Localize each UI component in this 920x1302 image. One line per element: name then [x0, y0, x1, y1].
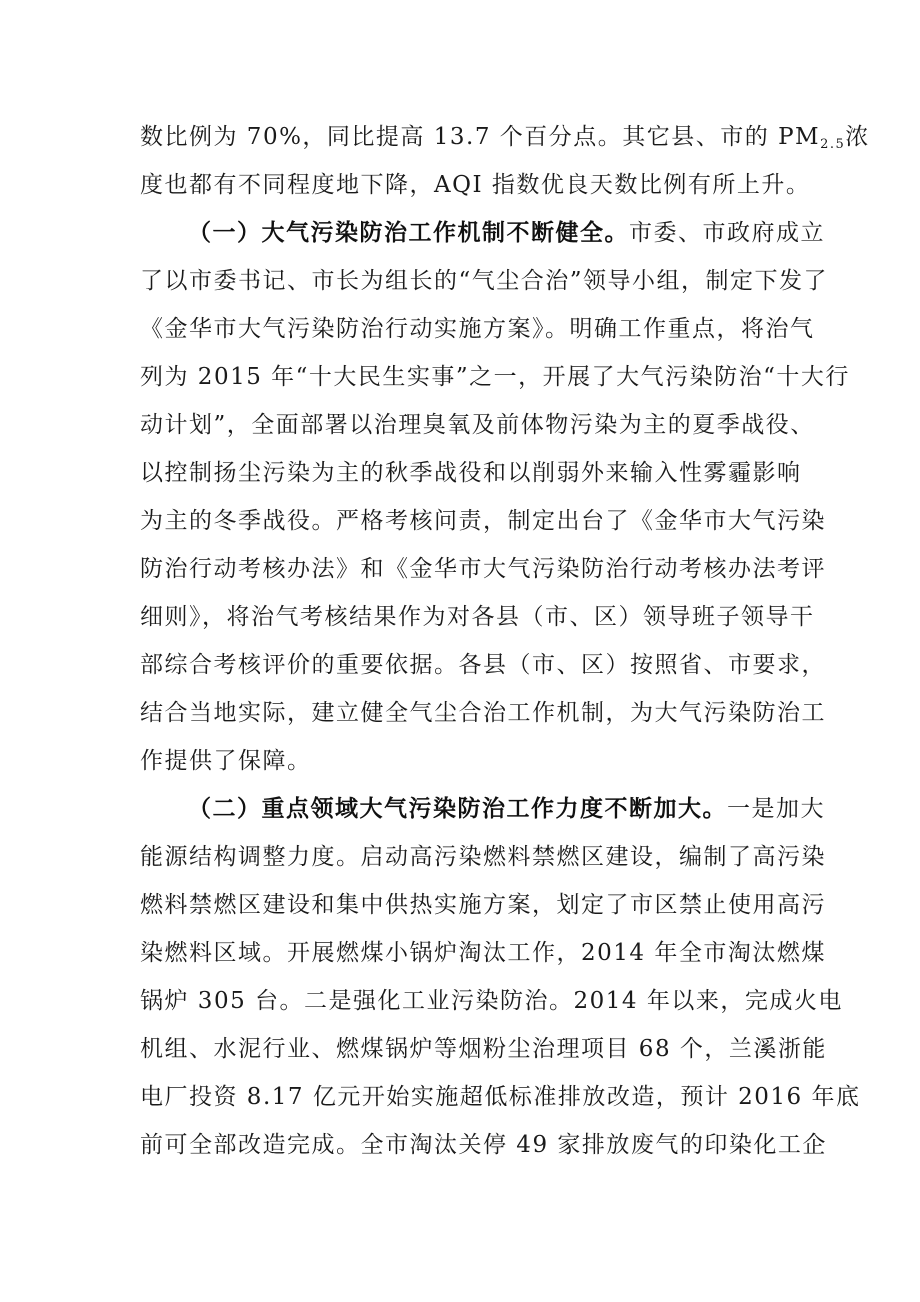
section-heading: （一）大气污染防治工作机制不断健全。	[188, 219, 629, 246]
text-line: 机组、水泥行业、燃煤锅炉等烟粉尘治理项目 68 个，兰溪浙能	[140, 1036, 827, 1062]
section-heading-line	[188, 789, 848, 829]
text-line: 为主的冬季战役。严格考核问责，制定出台了《金华市大气污染	[140, 508, 826, 534]
text-line: 部综合考核评价的重要依据。各县（市、区）按照省、市要求，	[140, 652, 826, 678]
text-segment: 浓	[845, 124, 870, 150]
text-line: 动计划”，全面部署以治理臭氧及前体物污染为主的夏季战役、	[140, 412, 815, 438]
text-line: 细则》，将治气考核结果作为对各县（市、区）领导班子领导干	[140, 604, 815, 630]
text-segment: 一是加大	[727, 796, 825, 822]
text-line	[140, 117, 870, 157]
text-line: 能源结构调整力度。启动高污染燃料禁燃区建设，编制了高污染	[140, 844, 826, 870]
text-line: 作提供了保障。	[140, 748, 312, 774]
text-line: 结合当地实际，建立健全气尘合治工作机制，为大气污染防治工	[140, 700, 826, 726]
text-segment: 数比例为 70%，同比提高 13.7 个百分点。其它县、市的 PM	[140, 124, 821, 150]
text-segment: 市委、市政府成立	[629, 220, 825, 246]
text-line: 电厂投资 8.17 亿元开始实施超低标准排放改造，预计 2016 年底	[140, 1084, 861, 1110]
text-line: 列为 2015 年“十大民生实事”之一，开展了大气污染防治“十大行	[140, 364, 850, 390]
text-line: 度也都有不同程度地下降，AQI 指数优良天数比例有所上升。	[140, 172, 811, 198]
text-line: 以控制扬尘污染为主的秋季战役和以削弱外来输入性雾霾影响	[140, 460, 802, 486]
pm-subscript: 2.5	[820, 137, 846, 152]
text-line: 前可全部改造完成。全市淘汰关停 49 家排放废气的印染化工企	[140, 1132, 827, 1158]
text-line: 燃料禁燃区建设和集中供热实施方案，划定了市区禁止使用高污	[140, 892, 826, 918]
text-line: 防治行动考核办法》和《金华市大气污染防治行动考核办法考评	[140, 556, 826, 582]
text-line: 了以市委书记、市长为组长的“气尘合治”领导小组，制定下发了	[140, 268, 829, 294]
text-line: 《金华市大气污染防治行动实施方案》。明确工作重点，将治气	[140, 316, 815, 342]
text-line: 染燃料区域。开展燃煤小锅炉淘汰工作，2014 年全市淘汰燃煤	[140, 940, 826, 966]
section-heading: （二）重点领域大气污染防治工作力度不断加大。	[188, 795, 727, 822]
text-line: 锅炉 305 台。二是强化工业污染防治。2014 年以来，完成火电	[140, 988, 843, 1014]
section-heading-line	[188, 213, 848, 253]
